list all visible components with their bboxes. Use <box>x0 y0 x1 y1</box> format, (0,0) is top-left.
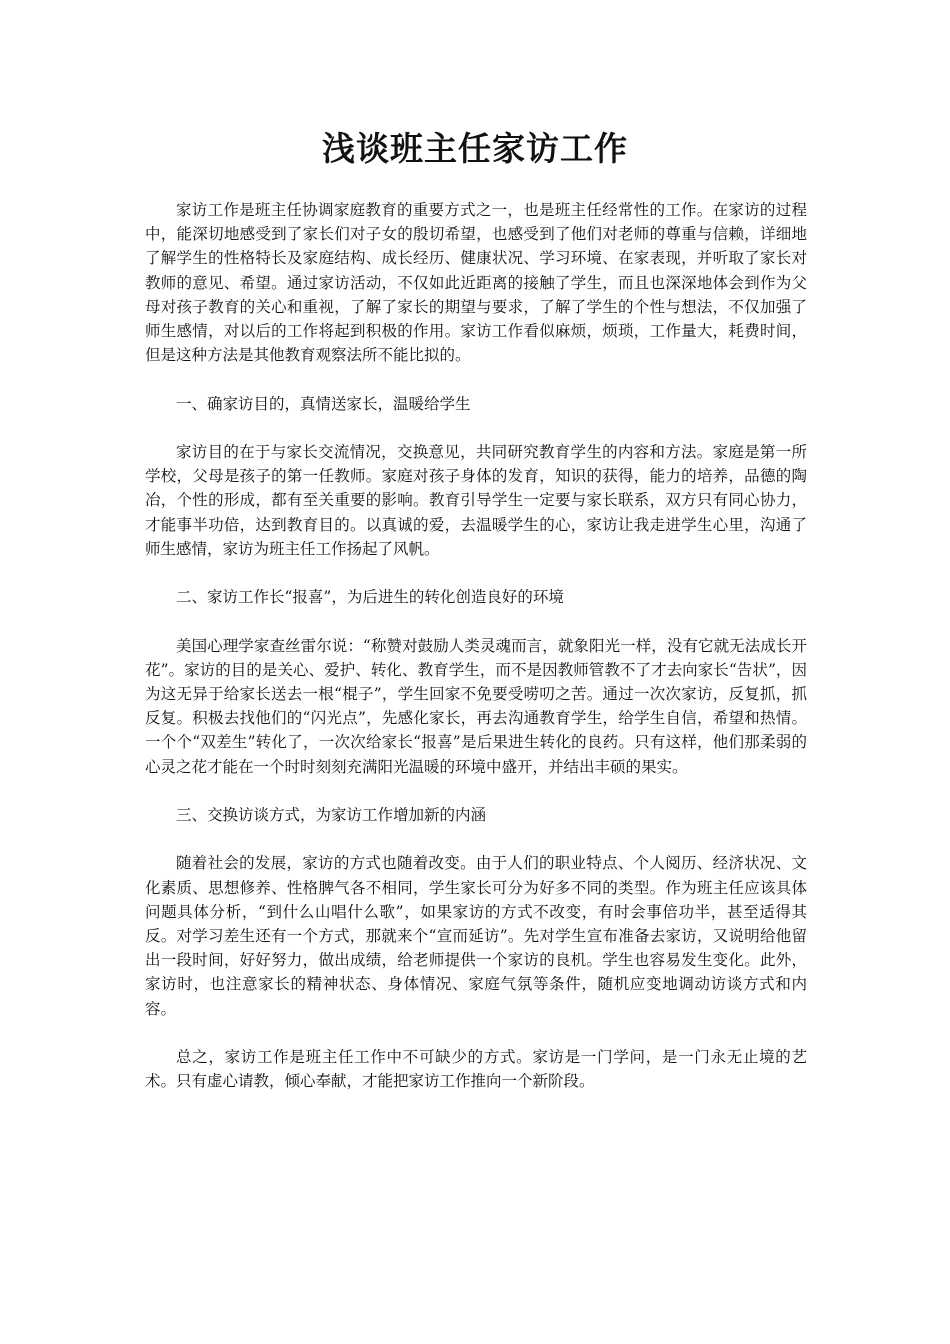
document-body <box>145 198 807 1093</box>
paragraph-section-3: 随着社会的发展，家访的方式也随着改变。由于人们的职业特点、个人阅历、经济状况、文化素质、思想修养、性格脾气各不相同，学生家长可分为好多不同的类型。作为班主任应该具体问题具体分析，“到什么山唱什么歌”，如果家访的方式不改变，有时会事倍功半，甚至适得其反。对学习差生还有一个方式，那就来个“宣而延访”。先对学生宣布准备去家访，又说明给他留出一段时间，好好努力，做出成绩，给老师提供一个家访的良机。学生也容易发生变化。此外，家访时，也注意家长的精神状态、身体情况、家庭气氛等条件，随机应变地调动访谈方式和内容。 <box>145 854 807 1018</box>
section-heading-3: 三、交换访谈方式，为家访工作增加新的内涵 <box>176 806 487 824</box>
paragraph-gap <box>145 1021 807 1045</box>
paragraph-gap <box>145 779 807 803</box>
paragraph-conclusion: 总之，家访工作是班主任工作中不可缺少的方式。家访是一门学问，是一门永无止境的艺术。只有虚心请教，倾心奉献，才能把家访工作推向一个新阶段。 <box>145 1048 807 1091</box>
paragraph-gap <box>145 367 807 391</box>
paragraph-gap <box>145 416 807 440</box>
paragraph-section-1: 家访目的在于与家长交流情况，交换意见，共同研究教育学生的内容和方法。家庭是第一所学校，父母是孩子的第一任教师。家庭对孩子身体的发育，知识的获得，能力的培养，品德的陶冶，个性的形成，都有至关重要的影响。教育引导学生一定要与家长联系，双方只有同心协力，才能事半功倍，达到教育目的。以真诚的爱，去温暖学生的心，家访让我走进学生心里，沟通了师生感情，家访为班主任工作扬起了风帆。 <box>145 443 807 558</box>
section-heading-2: 二、家访工作长“报喜”，为后进生的转化创造良好的环境 <box>176 588 564 607</box>
section-heading-1: 一、确家访目的，真情送家长，温暖给学生 <box>176 394 471 413</box>
paragraph-intro: 家访工作是班主任协调家庭教育的重要方式之一，也是班主任经常性的工作。在家访的过程中，能深切地感受到了家长们对子女的殷切希望，也感受到了他们对老师的尊重与信赖，详细地了解学生的性格特长及家庭结构、成长经历、健康状况、学习环境、在家表现，并听取了家长对教师的意见、希望。通过家访活动，不仅如此近距离的接触了学生，而且也深深地体会到作为父母对孩子教育的关心和重视，了解了家长的期望与要求，了解了学生的个性与想法，不仅加强了师生感情，对以后的工作将起到积极的作用。家访工作看似麻烦，烦琐，工作量大，耗费时间，但是这种方法是其他教育观察法所不能比拟的。 <box>145 201 807 365</box>
paragraph-gap <box>145 609 807 633</box>
paragraph-gap <box>145 561 807 585</box>
paragraph-gap <box>145 827 807 851</box>
document-title: 浅谈班主任家访工作 <box>322 129 628 168</box>
paragraph-section-2: 美国心理学家查丝雷尔说：“称赞对鼓励人类灵魂而言，就象阳光一样，没有它就无法成长开花”。家访的目的是关心、爱护、转化、教育学生，而不是因教师管教不了才去向家长“告状”，因为这无异于给家长送去一根“棍子”，学生回家不免要受唠叨之苦。通过一次次家访，反复抓，抓反复。积极去找他们的“闪光点”，先感化家长，再去沟通教育学生，给学生自信，希望和热情。一个个“双差生”转化了，一次次给家长“报喜”是后果进生转化的良药。只有这样，他们那柔弱的心灵之花才能在一个时时刻刻充满阳光温暖的环境中盛开，并结出丰硕的果实。 <box>145 636 807 776</box>
